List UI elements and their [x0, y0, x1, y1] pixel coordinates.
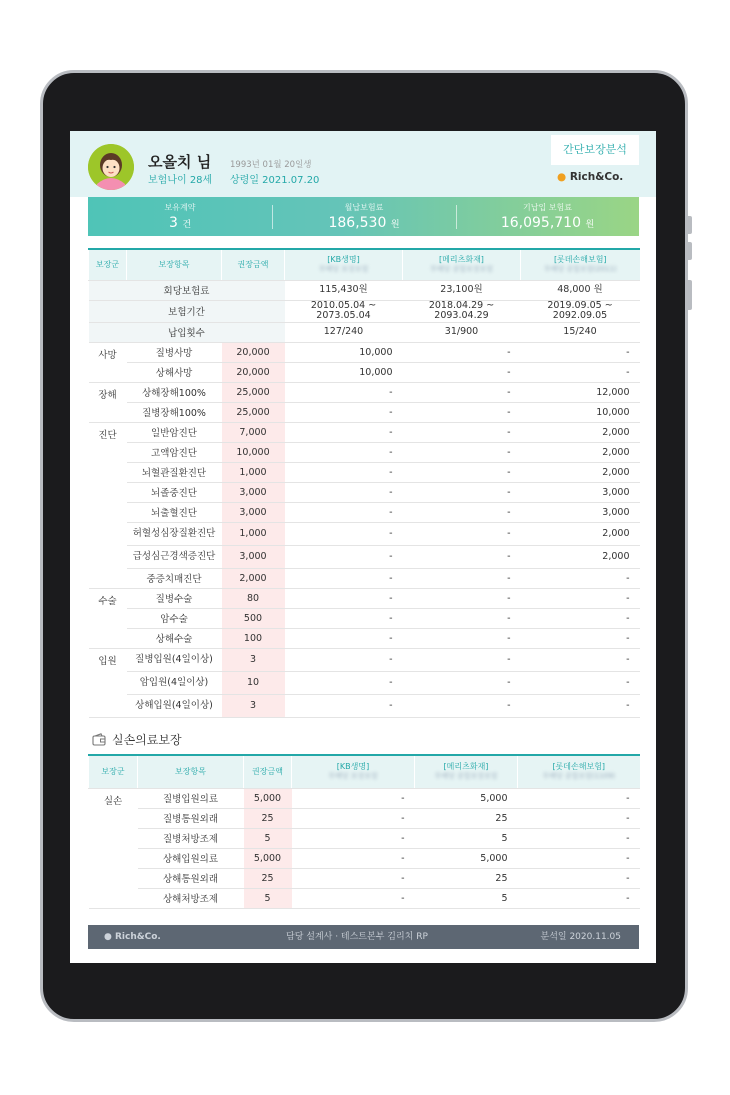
company-value: - [285, 628, 403, 648]
company-value: 3,000 [521, 502, 640, 522]
company-value: - [403, 362, 521, 382]
info-label: 보험기간 [89, 300, 285, 322]
brand-text: Rich&Co. [569, 171, 624, 183]
coverage-item: 상해처방조제 [138, 888, 244, 908]
company-value: 10,000 [521, 402, 640, 422]
footer-planner: 담당 설계사 · 테스트본부 김리치 RP [286, 932, 428, 942]
company-value: - [403, 502, 521, 522]
company-value: - [285, 671, 403, 694]
company-name: [KB생명] [336, 762, 370, 771]
coverage-item: 상해사망 [127, 362, 222, 382]
table-row [89, 808, 640, 828]
coverage-table [88, 248, 640, 718]
recommended-amount: 100 [222, 628, 285, 648]
coverage-item: 질병입원의료 [138, 788, 244, 808]
header-item: 보장항목 [127, 249, 222, 280]
brand-dot-icon: ● [104, 932, 112, 942]
wallet-icon [92, 733, 106, 746]
header-company-kb [285, 249, 403, 280]
company-value: - [285, 442, 403, 462]
company-value: 12,000 [521, 382, 640, 402]
summary-value: 3 [168, 215, 178, 231]
table-row [89, 568, 640, 588]
company-value: - [403, 648, 521, 671]
company-value: - [521, 568, 640, 588]
table-row [89, 671, 640, 694]
company-name: [메리츠화재] [443, 762, 489, 771]
company-value: - [285, 462, 403, 482]
info-value: 23,100원 [403, 280, 521, 300]
company-value: - [403, 608, 521, 628]
table-row [89, 868, 640, 888]
table-row [89, 522, 640, 545]
coverage-item: 질병수술 [127, 588, 222, 608]
company-value: - [403, 545, 521, 568]
customer-name: 오올치 님 [148, 153, 212, 171]
header-company-lotte [518, 755, 640, 788]
coverage-item: 상해입원의료 [138, 848, 244, 868]
company-value: - [292, 888, 415, 908]
summary-value: 16,095,710 [500, 215, 581, 231]
table-row [89, 588, 640, 608]
table-row [89, 545, 640, 568]
company-value: - [285, 482, 403, 502]
info-row [89, 280, 640, 300]
table-row [89, 648, 640, 671]
recommended-amount: 3,000 [222, 482, 285, 502]
company-value: 25 [415, 868, 518, 888]
info-value: 2010.05.04 ~ 2073.05.04 [285, 300, 403, 322]
simple-analysis-button[interactable]: 간단보장분석 [551, 135, 639, 165]
company-value: - [292, 828, 415, 848]
coverage-item: 질병처방조제 [138, 828, 244, 848]
company-name: [롯데손해보험] [552, 762, 606, 771]
table-row [89, 694, 640, 717]
coverage-item: 뇌출혈진단 [127, 502, 222, 522]
summary-unit: 원 [390, 220, 400, 230]
recommended-amount: 3,000 [222, 502, 285, 522]
medical-coverage-table [88, 754, 640, 909]
section-title-text: 실손의료보장 [112, 733, 182, 747]
summary-unit: 원 [585, 220, 595, 230]
company-value: - [292, 848, 415, 868]
company-value: - [403, 694, 521, 717]
table-row [89, 422, 640, 442]
table-row [89, 628, 640, 648]
coverage-item: 암수술 [127, 608, 222, 628]
coverage-item: 뇌졸중진단 [127, 482, 222, 502]
info-value: 15/240 [521, 322, 640, 342]
table-row [89, 362, 640, 382]
footer-brand-text: Rich&Co. [115, 932, 161, 942]
footer-date: 분석일 2020.11.05 [540, 932, 621, 942]
customer-age: 보험나이 28세 [148, 175, 213, 186]
company-value: - [403, 628, 521, 648]
info-value: 31/900 [403, 322, 521, 342]
company-value: 2,000 [521, 422, 640, 442]
screen [70, 131, 656, 963]
company-value: - [403, 382, 521, 402]
header-company-lotte [521, 249, 640, 280]
coverage-item: 고액암진단 [127, 442, 222, 462]
avatar [88, 144, 134, 190]
company-value: - [521, 342, 640, 362]
company-name: [KB생명] [327, 255, 360, 264]
recommended-amount: 7,000 [222, 422, 285, 442]
company-value: - [285, 545, 403, 568]
info-label: 회당보험료 [89, 280, 285, 300]
company-value: - [521, 671, 640, 694]
company-product: 무배당 종합보험(1109) [542, 772, 616, 781]
recommended-amount: 20,000 [222, 362, 285, 382]
recommended-amount: 25 [244, 868, 292, 888]
company-value: 2,000 [521, 545, 640, 568]
company-value: - [403, 588, 521, 608]
company-value: - [521, 608, 640, 628]
company-value: - [521, 362, 640, 382]
company-name: [롯데손해보험] [553, 255, 607, 264]
recommended-amount: 5,000 [244, 788, 292, 808]
company-value: - [285, 422, 403, 442]
header-company-meritz [415, 755, 518, 788]
info-row [89, 300, 640, 322]
company-value: - [292, 808, 415, 828]
customer-header [70, 131, 656, 197]
table-row [89, 482, 640, 502]
company-value: - [285, 522, 403, 545]
recommended-amount: 500 [222, 608, 285, 628]
info-label: 납입횟수 [89, 322, 285, 342]
recommended-amount: 25,000 [222, 382, 285, 402]
company-value: - [403, 522, 521, 545]
coverage-item: 급성심근경색증진단 [127, 545, 222, 568]
table-row [89, 888, 640, 908]
coverage-item: 허혈성심장질환진단 [127, 522, 222, 545]
table-row [89, 502, 640, 522]
company-value: 10,000 [285, 342, 403, 362]
company-product: 무배당 종합보장보험 [434, 772, 498, 781]
coverage-item: 암입원(4일이상) [127, 671, 222, 694]
recommended-amount: 1,000 [222, 462, 285, 482]
group-cell: 실손 [89, 788, 138, 908]
volume-up-button [688, 216, 692, 234]
company-value: - [403, 462, 521, 482]
table-row [89, 382, 640, 402]
recommended-amount: 3,000 [222, 545, 285, 568]
header-recommended: 권장금액 [222, 249, 285, 280]
header-recommended: 권장금액 [244, 755, 292, 788]
company-value: - [285, 502, 403, 522]
recommended-amount: 25 [244, 808, 292, 828]
header-company-meritz [403, 249, 521, 280]
recommended-amount: 5,000 [244, 848, 292, 868]
coverage-item: 상해통원외래 [138, 868, 244, 888]
summary-value: 186,530 [328, 215, 387, 231]
table-row [89, 402, 640, 422]
table-row [89, 462, 640, 482]
company-value: - [403, 671, 521, 694]
company-name: [메리츠화재] [439, 255, 484, 264]
summary-label: 보유계약 [164, 203, 196, 212]
recommended-amount: 80 [222, 588, 285, 608]
group-cell: 진단 [89, 422, 127, 588]
coverage-item: 질병장해100% [127, 402, 222, 422]
summary-paid-premium [456, 197, 639, 236]
company-value: 5 [415, 828, 518, 848]
summary-contracts [88, 197, 272, 236]
group-cell: 입원 [89, 648, 127, 717]
company-value: - [403, 568, 521, 588]
brand-logo [557, 171, 623, 183]
info-value: 2018.04.29 ~ 2093.04.29 [403, 300, 521, 322]
table-row [89, 848, 640, 868]
group-cell: 사망 [89, 342, 127, 382]
company-value: 10,000 [285, 362, 403, 382]
recommended-amount: 5 [244, 828, 292, 848]
company-value: - [518, 888, 640, 908]
recommended-amount: 20,000 [222, 342, 285, 362]
table-row [89, 342, 640, 362]
coverage-item: 질병입원(4일이상) [127, 648, 222, 671]
company-value: 3,000 [521, 482, 640, 502]
summary-unit: 건 [182, 220, 192, 230]
info-value: 2019.09.05 ~ 2092.09.05 [521, 300, 640, 322]
summary-monthly-premium [272, 197, 456, 236]
power-button [688, 280, 692, 310]
coverage-item: 상해장해100% [127, 382, 222, 402]
company-value: - [285, 402, 403, 422]
customer-birth: 1993년 01월 20일생 [230, 160, 312, 170]
company-value: - [403, 422, 521, 442]
company-value: - [521, 648, 640, 671]
coverage-item: 질병사망 [127, 342, 222, 362]
coverage-item: 일반암진단 [127, 422, 222, 442]
section-title [92, 731, 182, 748]
brand-dot-icon: ● [557, 171, 567, 183]
summary-band [88, 197, 639, 236]
company-value: - [518, 808, 640, 828]
coverage-item: 뇌혈관질환진단 [127, 462, 222, 482]
company-value: 5,000 [415, 848, 518, 868]
info-value: 48,000 원 [521, 280, 640, 300]
company-value: - [518, 848, 640, 868]
company-value: - [521, 588, 640, 608]
recommended-amount: 3 [222, 694, 285, 717]
company-value: 5,000 [415, 788, 518, 808]
company-value: - [403, 342, 521, 362]
company-value: - [285, 694, 403, 717]
company-value: - [403, 442, 521, 462]
info-value: 127/240 [285, 322, 403, 342]
header-company-kb [292, 755, 415, 788]
company-value: - [403, 402, 521, 422]
footer [88, 925, 639, 949]
company-value: - [292, 788, 415, 808]
company-value: - [518, 868, 640, 888]
recommended-amount: 3 [222, 648, 285, 671]
company-value: 2,000 [521, 522, 640, 545]
group-cell: 수술 [89, 588, 127, 648]
footer-brand [104, 925, 161, 949]
volume-down-button [688, 242, 692, 260]
company-value: - [403, 482, 521, 502]
company-value: - [518, 828, 640, 848]
info-value: 115,430원 [285, 280, 403, 300]
table-row [89, 442, 640, 462]
upper-age-date: 상령일 2021.07.20 [230, 175, 320, 186]
company-value: - [285, 568, 403, 588]
table-row [89, 828, 640, 848]
recommended-amount: 2,000 [222, 568, 285, 588]
company-value: - [285, 588, 403, 608]
group-cell: 장해 [89, 382, 127, 422]
company-product: 무배당 종합보장보험 [429, 265, 494, 274]
coverage-item: 상해수술 [127, 628, 222, 648]
company-product: 무배당 종합보험(2011) [543, 265, 617, 274]
company-value: 5 [415, 888, 518, 908]
header-group: 보장군 [89, 249, 127, 280]
company-value: 2,000 [521, 462, 640, 482]
table-row [89, 788, 640, 808]
company-value: - [518, 788, 640, 808]
company-value: - [285, 382, 403, 402]
company-product: 무배당 보장보험 [328, 772, 378, 781]
company-value: 25 [415, 808, 518, 828]
company-value: - [521, 694, 640, 717]
recommended-amount: 1,000 [222, 522, 285, 545]
company-value: - [285, 648, 403, 671]
coverage-item: 질병통원외래 [138, 808, 244, 828]
table-row [89, 608, 640, 628]
coverage-item: 중증치매진단 [127, 568, 222, 588]
summary-label: 기납입 보험료 [523, 203, 572, 212]
company-value: 2,000 [521, 442, 640, 462]
company-value: - [292, 868, 415, 888]
recommended-amount: 10 [222, 671, 285, 694]
header-group: 보장군 [89, 755, 138, 788]
recommended-amount: 10,000 [222, 442, 285, 462]
company-value: - [521, 628, 640, 648]
company-value: - [285, 608, 403, 628]
info-row [89, 322, 640, 342]
coverage-item: 상해입원(4일이상) [127, 694, 222, 717]
recommended-amount: 5 [244, 888, 292, 908]
recommended-amount: 25,000 [222, 402, 285, 422]
header-item: 보장항목 [138, 755, 244, 788]
summary-label: 월납보험료 [344, 203, 384, 212]
company-product: 무배당 보장보험 [318, 265, 369, 274]
